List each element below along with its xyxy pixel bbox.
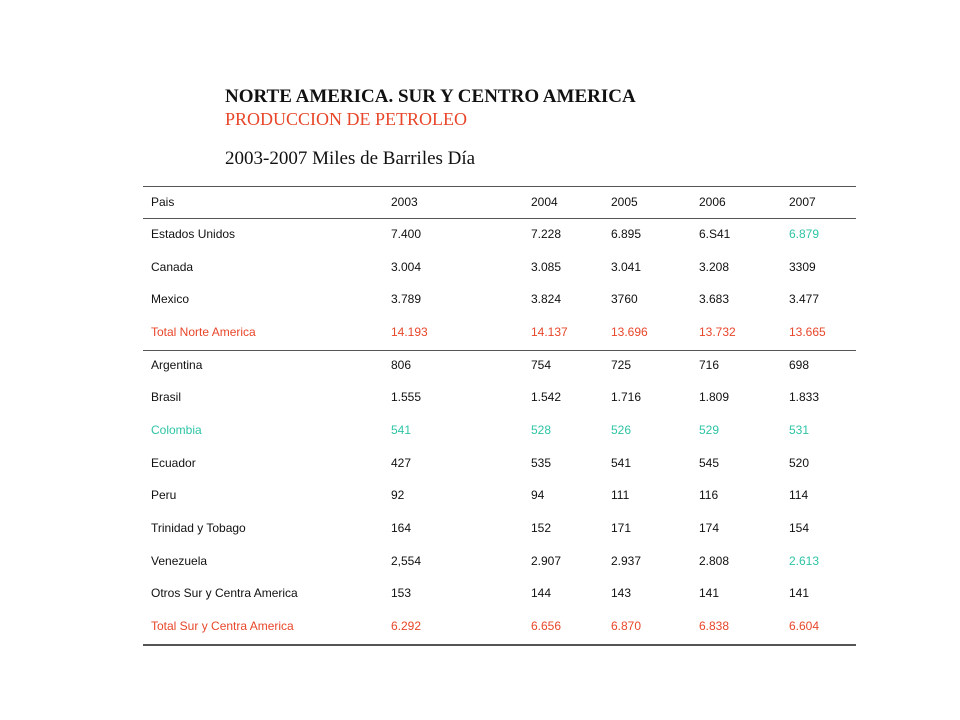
cell-2006: 2.808	[699, 554, 730, 568]
column-header-2007: 2007	[789, 195, 816, 209]
cell-2007: 114	[789, 488, 809, 502]
table-row	[143, 487, 856, 503]
cell-2006: 3.208	[699, 260, 730, 274]
row-country: Mexico	[151, 292, 190, 306]
cell-2006: 174	[699, 521, 720, 535]
cell-2003: 541	[391, 423, 412, 437]
document-title: NORTE AMERICA. SUR Y CENTRO AMERICA	[225, 86, 636, 107]
cell-2004: 1.542	[531, 390, 562, 404]
table-row	[143, 585, 856, 601]
cell-2005: 541	[611, 456, 632, 470]
row-country: Colombia	[151, 423, 202, 437]
cell-2005: 1.716	[611, 390, 642, 404]
row-country: Canada	[151, 260, 194, 274]
cell-2005: 13.696	[611, 325, 648, 339]
cell-2004: 94	[531, 488, 545, 502]
cell-2006: 545	[699, 456, 720, 470]
cell-2005: 111	[611, 488, 630, 502]
cell-2005: 6.870	[611, 619, 642, 633]
document-period: 2003-2007 Miles de Barriles Día	[225, 148, 476, 169]
cell-2006: 529	[699, 423, 720, 437]
cell-2003: 3.004	[391, 260, 422, 274]
cell-2005: 171	[611, 521, 632, 535]
table-row	[143, 291, 856, 307]
cell-2006: 716	[699, 358, 720, 372]
cell-2007: 154	[789, 521, 810, 535]
cell-2005: 725	[611, 358, 632, 372]
cell-2003: 1.555	[391, 390, 422, 404]
cell-2003: 7.400	[391, 227, 422, 241]
cell-2007: 13.665	[789, 325, 826, 339]
table-row	[143, 259, 856, 275]
cell-2007: 698	[789, 358, 810, 372]
cell-2007: 2.613	[789, 554, 820, 568]
row-country: Ecuador	[151, 456, 196, 470]
column-header-pais: Pais	[151, 195, 175, 209]
column-header-2005: 2005	[611, 195, 638, 209]
row-country: Otros Sur y Centra America	[151, 586, 298, 600]
cell-2006: 3.683	[699, 292, 730, 306]
cell-2007: 531	[789, 423, 810, 437]
cell-2004: 3.824	[531, 292, 562, 306]
cell-2003: 2,554	[391, 554, 422, 568]
cell-2003: 3.789	[391, 292, 422, 306]
table-row-highlight	[143, 422, 856, 438]
cell-2003: 92	[391, 488, 405, 502]
cell-2006: 141	[699, 586, 720, 600]
row-country: Argentina	[151, 358, 203, 372]
cell-2006: 6.S41	[699, 227, 731, 241]
cell-2007: 1.833	[789, 390, 820, 404]
title-block	[225, 86, 636, 170]
table-top-rule	[143, 186, 856, 187]
column-header-2004: 2004	[531, 195, 558, 209]
table-section-rule	[143, 350, 856, 351]
cell-2004: 14.137	[531, 325, 568, 339]
cell-2004: 528	[531, 423, 552, 437]
row-country: Total Norte America	[151, 325, 256, 339]
cell-2005: 143	[611, 586, 632, 600]
cell-2007: 520	[789, 456, 810, 470]
cell-2005: 2.937	[611, 554, 642, 568]
cell-2004: 7.228	[531, 227, 562, 241]
table-row	[143, 226, 856, 242]
cell-2007: 6.604	[789, 619, 820, 633]
row-country: Peru	[151, 488, 177, 502]
cell-2004: 754	[531, 358, 552, 372]
row-country: Trinidad y Tobago	[151, 521, 246, 535]
table-row	[143, 389, 856, 405]
document-subtitle: PRODUCCION DE PETROLEO	[225, 109, 468, 129]
table-bottom-rule	[143, 644, 856, 646]
table-row	[143, 455, 856, 471]
cell-2006: 116	[699, 488, 719, 502]
cell-2004: 152	[531, 521, 552, 535]
cell-2007: 6.879	[789, 227, 820, 241]
cell-2006: 6.838	[699, 619, 730, 633]
row-country: Brasil	[151, 390, 182, 404]
column-header-2003: 2003	[391, 195, 418, 209]
column-header-2006: 2006	[699, 195, 726, 209]
cell-2005: 526	[611, 423, 632, 437]
cell-2004: 2.907	[531, 554, 562, 568]
cell-2004: 3.085	[531, 260, 562, 274]
cell-2007: 141	[789, 586, 810, 600]
cell-2005: 6.895	[611, 227, 642, 241]
table-row	[143, 553, 856, 569]
table-row	[143, 520, 856, 536]
table-total-row	[143, 618, 856, 634]
table-row	[143, 357, 856, 373]
cell-2004: 144	[531, 586, 552, 600]
table-header-row	[143, 194, 856, 210]
cell-2003: 427	[391, 456, 412, 470]
table-total-row	[143, 324, 856, 340]
cell-2004: 535	[531, 456, 552, 470]
cell-2007: 3309	[789, 260, 816, 274]
cell-2006: 1.809	[699, 390, 730, 404]
cell-2005: 3760	[611, 292, 638, 306]
cell-2003: 153	[391, 586, 412, 600]
cell-2004: 6.656	[531, 619, 562, 633]
row-country: Total Sur y Centra America	[151, 619, 294, 633]
cell-2003: 6.292	[391, 619, 422, 633]
cell-2007: 3.477	[789, 292, 820, 306]
cell-2003: 806	[391, 358, 412, 372]
row-country: Estados Unidos	[151, 227, 236, 241]
table-header-rule	[143, 218, 856, 219]
cell-2003: 14.193	[391, 325, 428, 339]
cell-2006: 13.732	[699, 325, 736, 339]
row-country: Venezuela	[151, 554, 208, 568]
cell-2005: 3.041	[611, 260, 642, 274]
cell-2003: 164	[391, 521, 412, 535]
